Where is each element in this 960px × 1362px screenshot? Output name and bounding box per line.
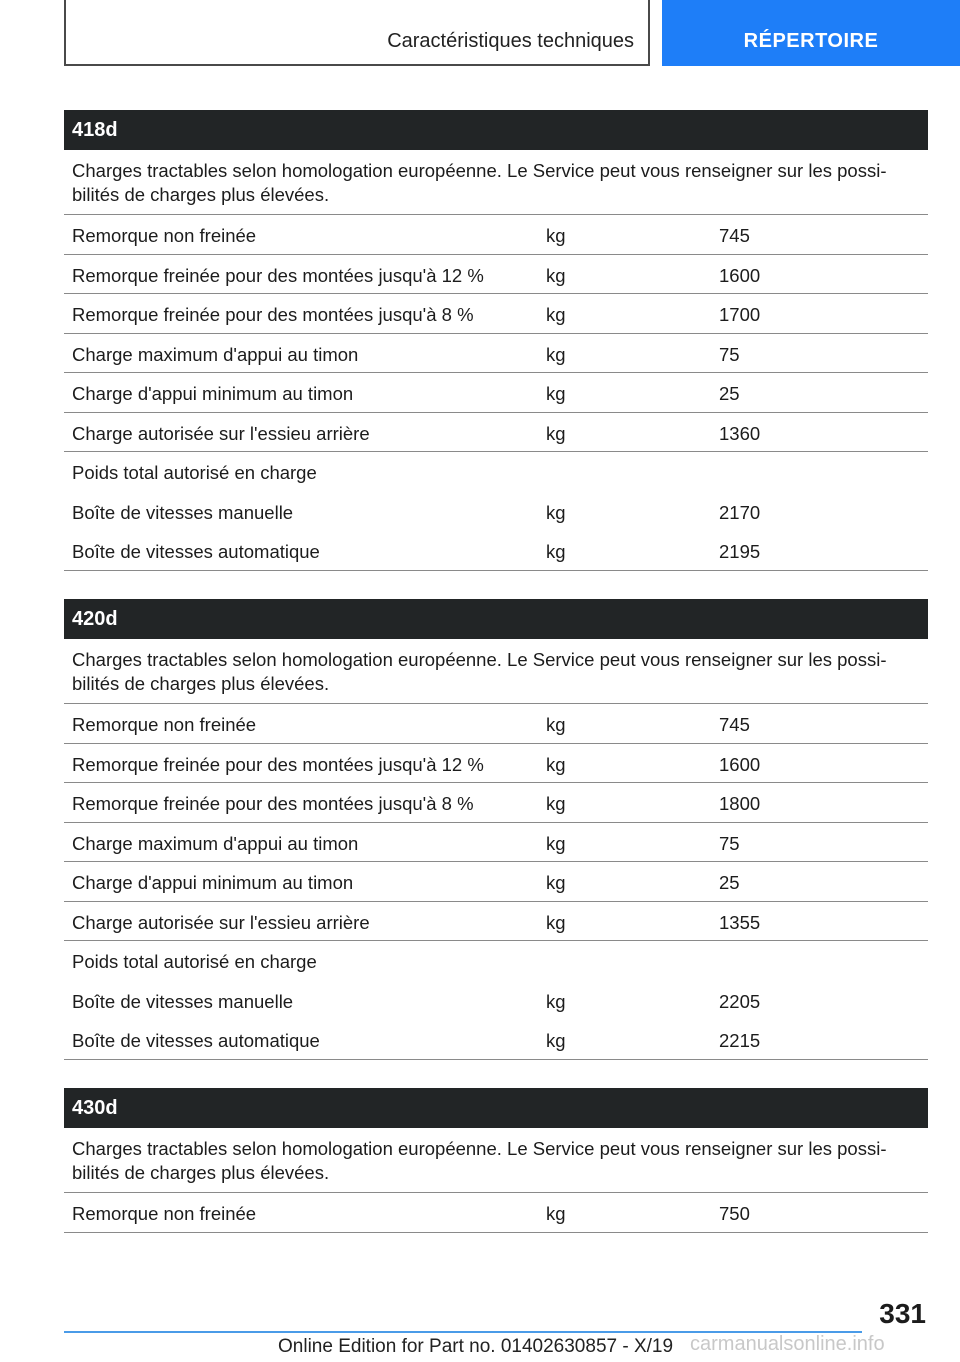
table-row (64, 413, 928, 453)
table-row (64, 334, 928, 374)
intro-text: Charges tractables selon homologation européenne. Le Service peut vous renseigner sur les possibilités de charges plus élevées. (64, 1128, 928, 1193)
row-value: 1600 (719, 264, 761, 286)
row-label: Charge d'appui minimum au timon (72, 872, 354, 893)
row-value: 745 (719, 225, 750, 246)
row-label: Charge d'appui minimum au timon (72, 383, 354, 404)
row-unit: kg (546, 793, 566, 814)
row-label: Charge maximum d'appui au timon (72, 832, 359, 854)
row-value: 2205 (719, 990, 761, 1012)
row-unit: kg (546, 911, 566, 933)
row-unit: kg (546, 753, 566, 775)
row-unit: kg (546, 541, 566, 562)
spec-table-418d (64, 110, 928, 571)
table-row (64, 492, 928, 532)
table-row (64, 744, 928, 784)
row-unit: kg (546, 343, 566, 365)
spec-table-420d (64, 599, 928, 1060)
row-value: 2170 (719, 501, 761, 523)
table-row (64, 862, 928, 902)
table-row (64, 255, 928, 295)
row-value: 745 (719, 714, 750, 735)
row-unit: kg (546, 832, 566, 854)
footer-edition-text: Online Edition for Part no. 01402630857 - X/19 (278, 1336, 674, 1357)
row-label: Boîte de vitesses automatique (72, 541, 320, 562)
table-row (64, 981, 928, 1021)
row-label: Remorque freinée pour des montées jusqu'à 8 % (72, 793, 474, 814)
row-label: Boîte de vitesses manuelle (72, 501, 294, 523)
row-value: 2215 (719, 1030, 761, 1051)
row-label: Boîte de vitesses manuelle (72, 990, 294, 1012)
table-row (64, 294, 928, 334)
row-label: Remorque freinée pour des montées jusqu'à 12 % (72, 264, 484, 286)
row-label: Remorque non freinée (72, 1203, 257, 1224)
row-unit: kg (546, 225, 566, 246)
row-unit: kg (546, 1030, 566, 1051)
header-section-box (64, 0, 650, 66)
row-label: Charge autorisée sur l'essieu arrière (72, 911, 370, 933)
table-row (64, 1193, 928, 1233)
row-label: Charge autorisée sur l'essieu arrière (72, 422, 370, 444)
intro-text: Charges tractables selon homologation européenne. Le Service peut vous renseigner sur les possibilités de charges plus élevées. (64, 150, 928, 215)
row-unit: kg (546, 872, 566, 893)
table-row (64, 373, 928, 413)
table-row (64, 1020, 928, 1060)
model-heading: 430d (64, 1088, 928, 1128)
spec-table-430d (64, 1088, 928, 1233)
row-label: Charge maximum d'appui au timon (72, 343, 359, 365)
model-heading: 420d (64, 599, 928, 639)
row-value: 25 (719, 383, 740, 404)
row-unit: kg (546, 264, 566, 286)
page-number: 331 (879, 1298, 926, 1329)
row-value: 75 (719, 832, 740, 854)
repertoire-nav-label: RÉPERTOIRE (743, 30, 879, 52)
row-value: 25 (719, 872, 740, 893)
row-label: Remorque non freinée (72, 714, 257, 735)
model-heading: 418d (64, 110, 928, 150)
table-row (64, 704, 928, 744)
row-unit: kg (546, 1203, 566, 1224)
footer-brand-watermark: carmanualsonline.info (690, 1333, 885, 1355)
row-value: 750 (719, 1203, 750, 1224)
row-value: 75 (719, 343, 740, 365)
table-row (64, 783, 928, 823)
row-unit: kg (546, 501, 566, 523)
total-weight-heading-row (64, 452, 928, 492)
intro-text: Charges tractables selon homologation européenne. Le Service peut vous renseigner sur les possibilités de charges plus élevées. (64, 639, 928, 704)
row-value: 1600 (719, 753, 761, 775)
total-weight-label: Poids total autorisé en charge (72, 951, 317, 972)
row-value: 1360 (719, 422, 761, 444)
row-label: Boîte de vitesses automatique (72, 1030, 320, 1051)
table-row (64, 531, 928, 571)
row-unit: kg (546, 383, 566, 404)
table-row (64, 215, 928, 255)
row-label: Remorque freinée pour des montées jusqu'à 8 % (72, 304, 474, 325)
row-label: Remorque freinée pour des montées jusqu'à 12 % (72, 753, 484, 775)
row-value: 1700 (719, 304, 761, 325)
row-label: Remorque non freinée (72, 225, 257, 246)
table-row (64, 823, 928, 863)
row-value: 2195 (719, 541, 761, 562)
total-weight-label: Poids total autorisé en charge (72, 462, 317, 483)
row-value: 1355 (719, 911, 761, 933)
table-row (64, 902, 928, 942)
row-unit: kg (546, 422, 566, 444)
repertoire-nav-button[interactable] (662, 0, 960, 66)
header-section-title: Caractéristiques techniques (387, 30, 634, 52)
total-weight-heading-row (64, 941, 928, 981)
row-unit: kg (546, 714, 566, 735)
row-unit: kg (546, 304, 566, 325)
row-unit: kg (546, 990, 566, 1012)
row-value: 1800 (719, 793, 761, 814)
